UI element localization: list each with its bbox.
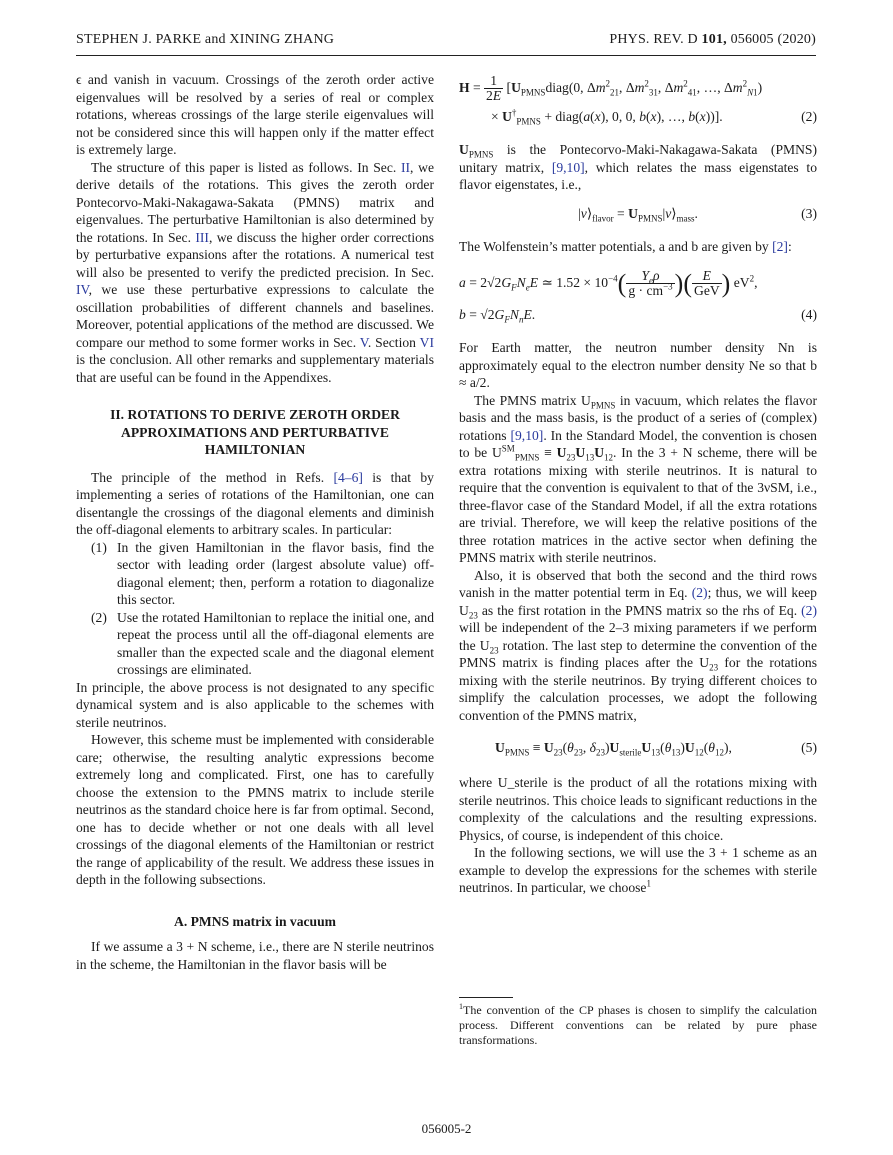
ref-eq-2-link[interactable]: (2) (691, 585, 708, 600)
footnote-number: 1 (459, 1002, 463, 1011)
section-title: II. ROTATIONS TO DERIVE ZEROTH ORDER APPROXIMATIONS AND PERTURBATIVE HAMILTONIAN (110, 407, 400, 457)
equation-3: $|\nu⟩_{flavor}$ = $U_{PMNS}|\nu⟩_{mass}$. (3) (459, 202, 817, 226)
right-paragraph-1: $U_{PMNS}$ is the Pontecorvo-Maki-Nakagawa-Sakata (PMNS) unitary matrix, [9,10], which relates the mass eigenstates to flavor eigenstates, i.e., (459, 142, 817, 192)
equation-4: $a = 2√2G_FN_eE$ ≃ $1.52 \times 10^{-4}$( $\frac{Y_e\rho}{g \cdot cm^{-3}}$ )( $\frac{E}{\text{GeV}}$ ) $eV^2$, $b = √2G_FN_nE$. (4) (459, 263, 817, 327)
ref-2-link[interactable]: [2] (772, 238, 788, 254)
ref-sec-v-link[interactable]: V (359, 334, 368, 350)
ref-sec-ii-link[interactable]: II (400, 159, 411, 175)
equation-number: (5) (801, 740, 817, 755)
list-item (91, 609, 434, 679)
header-volume: 101, (701, 32, 727, 47)
equation-5: $U_{PMNS} \equiv U_{23}(\theta_{23}$, $\delta_{23})U_{sterile}U_{13}(\theta_{13})U_{12}(\theta_{12})$, (5) (459, 736, 817, 760)
right-paragraph-2: The Wolfenstein’s matter potentials, a and b are given by [2]: (459, 238, 792, 254)
footnote (459, 1003, 817, 1048)
right-paragraph-5: Also, it is observed that both the second and the third rows vanish in the matter potential term in Eq. (2); thus, we will keep $U_{23}$ as the first rotation in the PMNS matrix so the rhs of Eq. (2) will be independent of the 2–3 mixing parameters if we perform the $U_{23}$ rotation. The last step to determine the convention of the PMNS matrix is finding places after the $U_{23}$ for the rotations mixing with the sterile neutrinos. By trying different choices to simplify the calculation processes, we adopt the following convention of the PMNS matrix, (459, 567, 818, 723)
list-number: (2) (91, 609, 107, 625)
ref-4-6-link[interactable]: [4–6] (333, 469, 363, 485)
footnote-rule (459, 997, 513, 998)
left-paragraph-3: The principle of the method in Refs. [4–6] is that by implementing a series of rotations of the Hamiltonian, one can disentangle the crossings of the diagonal elements and diminish the off-diagonal elements to arbitrary scales. In particular: (76, 469, 434, 537)
equation-number: (4) (801, 307, 817, 322)
right-column (459, 71, 817, 897)
left-paragraph-4: In principle, the above process is not designated to any specific dynamical system and is also applicable to the schemes with sterile neutrinos. (76, 679, 434, 730)
header-rule (76, 55, 816, 56)
footnote-text: The convention of the CP phases is chosen to simplify the calculation process. Different conventions can be related by pure phase transformations. (459, 1003, 817, 1047)
ref-sec-vi-link[interactable]: VI (419, 334, 434, 350)
ref-9-10-link[interactable]: [9,10] (510, 427, 544, 443)
header-authors: STEPHEN J. PARKE and XINING ZHANG (76, 32, 335, 47)
left-paragraph-1: ϵ and vanish in vacuum. Crossings of the zeroth order active eigenvalues will be resolved by a series of real or complex rotations, whereas crossings of the large sterile eigenvalues will not be considered since this will happen only if the matter effect is extremely large. (76, 72, 434, 157)
left-paragraph-5: However, this scheme must be implemented with considerable care; otherwise, the resulting analytic expressions become extremely long and complicated. First, one has to carefully choose the extension to the PMNS matrix to include sterile neutrinos as the standard choice here is far from optimal. Second, one has to decide whether or not one deals with all level crossings of the diagonal elements of the Hamiltonian or restrict the range of applicability of the result. We address these issues in depth in the following subsections. (76, 732, 434, 887)
footnote-mark[interactable]: 1 (646, 878, 651, 889)
header-journal: PHYS. REV. D (609, 32, 698, 47)
list-text: Use the rotated Hamiltonian to replace the initial one, and repeat the process until all the off-diagonal elements are smaller than the expected scale and the diagonal element crossings are eliminated. (117, 609, 434, 677)
right-paragraph-3: For Earth matter, the neutron number density Nn is approximately equal to the electron number density Ne so that b ≈ a/2. (459, 340, 817, 390)
ref-9-10-link[interactable]: [9,10] (551, 159, 585, 175)
left-paragraph-6: If we assume a 3 + N scheme, i.e., there are N sterile neutrinos in the scheme, the Hamiltonian in the flavor basis will be (76, 939, 434, 972)
subsection-title: A. PMNS matrix in vacuum (174, 913, 336, 929)
left-column (76, 71, 434, 973)
left-paragraph-2: The structure of this paper is listed as follows. In Sec. II, we derive details of the rotations. This gives the zeroth order Pontecorvo-Maki-Nakagawa-Sakata (PMNS) matrix and eigenvalues. The perturbative Hamiltonian is also determined by the rotations. In Sec. III, we discuss the higher order corrections by perturbative expansions after the rotations. A numerical test will also be presented to verify the predicted precision. In Sec. IV, we use these perturbative expressions to calculate the oscillation probabilities of different channels and baselines. Moreover, potential applications of the method are discussed. We compare our method to some former works in Sec. V. Section VI is the conclusion. All other remarks and supplementary materials that are useful can be found in the Appendixes. (76, 159, 434, 385)
ref-eq-2-link[interactable]: (2) (801, 602, 817, 618)
right-paragraph-4: The PMNS matrix $U_{PMNS}$ in vacuum, which relates the flavor basis and the mass basis, is the product of a series of (complex) rotations [9,10]. In the Standard Model, the convention is chosen to be $U℠_{PMNS} \equiv U_{23}U_{13}U_{12}$. In the 3 + N scheme, there will be extra rotations mixing with sterile neutrinos. It is natural to require that the convention is equivalent to that of the 3νSM, i.e., three-flavor case of the Standard Model, if all the extra rotations are trivial. Therefore, we will keep the relative positions of the three rotation matrices in the active sector when defining the PMNS matrix with sterile neutrinos. (459, 392, 818, 565)
list-number: (1) (91, 539, 107, 555)
right-paragraph-6: where U_sterile is the product of all the rotations mixing with sterile neutrinos. This choice leads to significant reductions in the complexity of the calculations and the resulting expressions. Physics, of course, is independent of this choice. (459, 775, 817, 843)
equation-2: H = $\frac{1}{2E}$ [$U_{PMNS}diag(0$, $\Delta m^2_{21}$, $\Delta m^2_{31}$, $\Delta m^2_{41}$, …, $\Delta m^2_{N1}$) × $U^\dagger_{PMNS}$ + diag(a(x), 0, 0, b(x), …, b(x))]. (2) (459, 71, 817, 129)
equation-number: (2) (801, 109, 817, 124)
header-article-year: 056005 (2020) (730, 32, 816, 47)
ref-sec-iii-link[interactable]: III (195, 229, 209, 245)
right-paragraph-7: In the following sections, we will use the 3 + 1 scheme as an example to develop the expressions for the schemes with sterile neutrinos. In particular, we choose$^1$ (459, 845, 817, 895)
running-header (76, 31, 816, 53)
page-number: 056005-2 (421, 1121, 472, 1136)
header-citation (609, 31, 816, 49)
equation-number: (3) (801, 205, 817, 221)
list-item (91, 539, 434, 609)
ref-sec-iv-link[interactable]: IV (76, 282, 89, 297)
list-text: In the given Hamiltonian in the flavor basis, find the sector with leading order (largest absolute value) off-diagonal element; then, perform a rotation to diagonalize this sector. (117, 539, 434, 607)
